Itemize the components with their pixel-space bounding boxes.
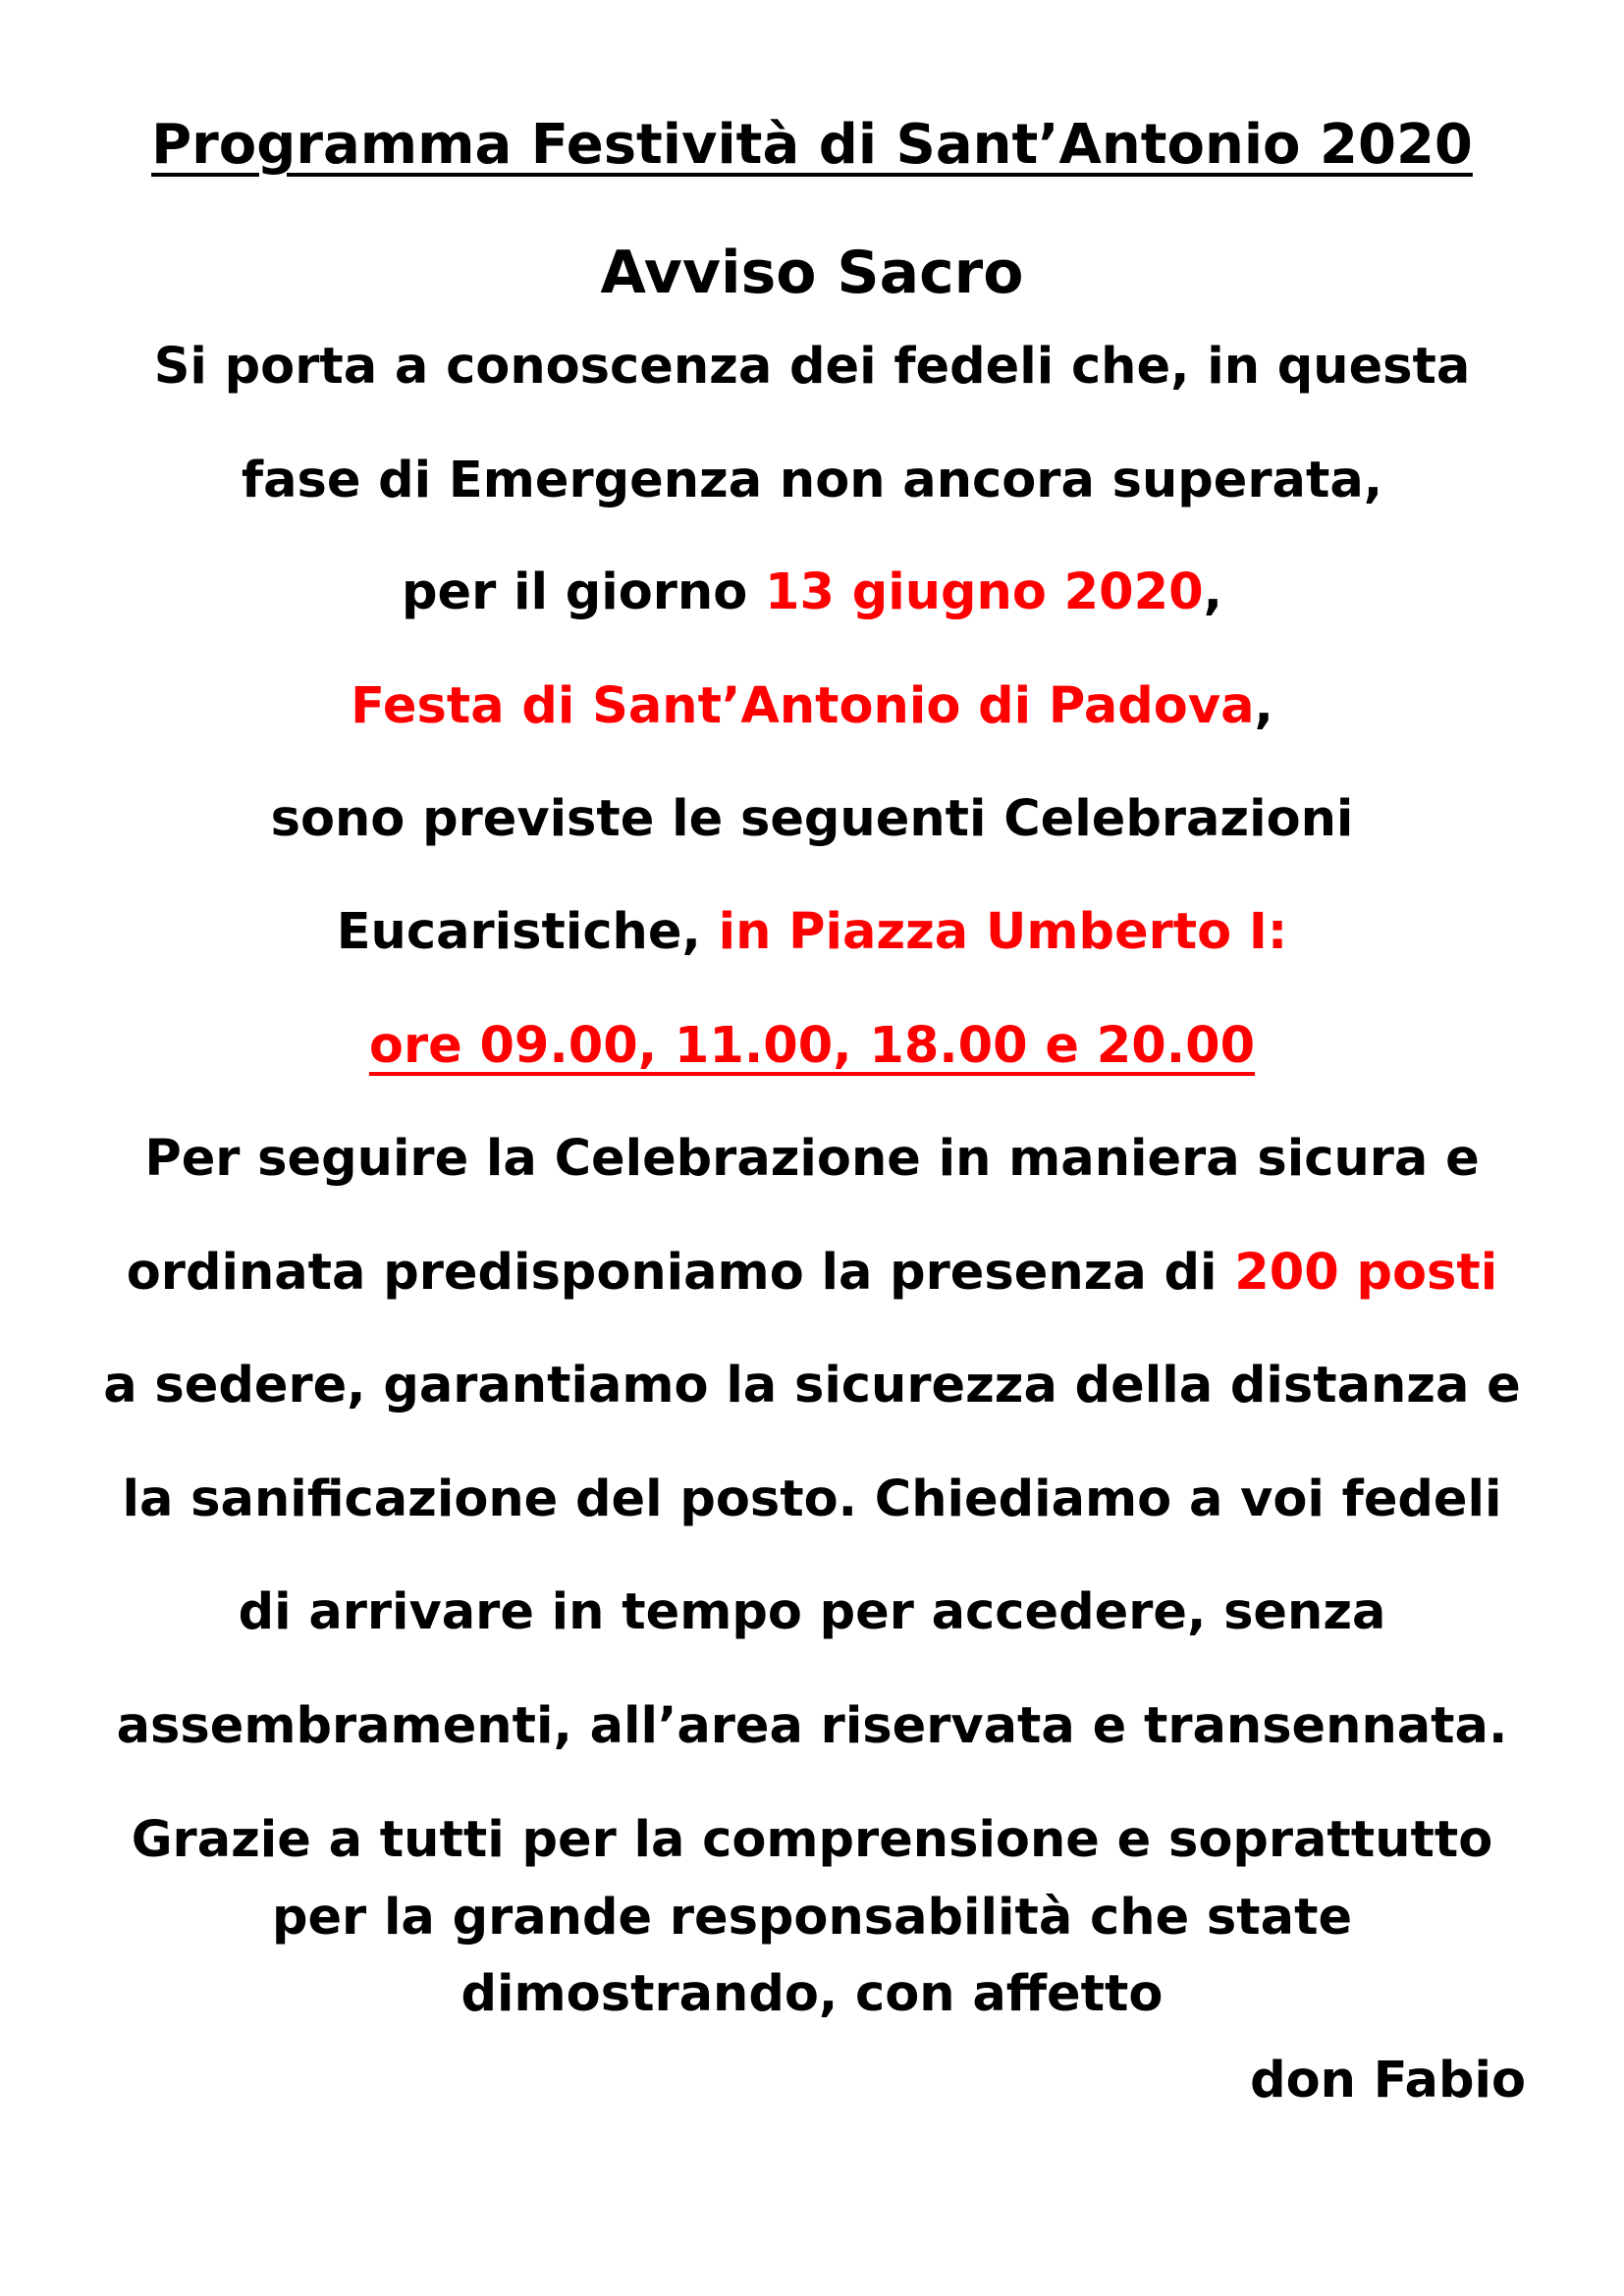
- closing-line-3: dimostrando, con affetto: [460, 1965, 1164, 2023]
- body-line-6: [98, 901, 1526, 964]
- celebration-place: in Piazza Umberto I:: [718, 903, 1288, 961]
- celebrations-prefix: Eucaristiche,: [336, 903, 719, 961]
- body-line-8: Per seguire la Celebrazione in maniera sicura e: [144, 1130, 1480, 1188]
- notice-title-text: Programma Festività di Sant’Antonio 2020: [151, 113, 1473, 177]
- signature: don Fabio: [1250, 2052, 1526, 2109]
- body-line-12: di arrivare in tempo per accedere, senza: [238, 1583, 1386, 1641]
- body-line-13: assembramenti, all’area riservata e transennata.: [116, 1697, 1508, 1755]
- closing-line-2: per la grande responsabilità che state: [271, 1889, 1353, 1947]
- body-line-11: la sanificazione del posto. Chiediamo a voi fedeli: [122, 1470, 1502, 1528]
- body-line-3: [98, 561, 1526, 624]
- closing-line-1: Grazie a tutti per la comprensione e soprattutto: [131, 1811, 1493, 1869]
- body-line-7: [98, 1015, 1526, 1078]
- date-suffix: ,: [1203, 563, 1222, 621]
- notice-title: [98, 110, 1526, 181]
- body-line-9: [98, 1242, 1526, 1305]
- body-line-2: fase di Emergenza non ancora superata,: [241, 452, 1383, 509]
- celebration-times: ore 09.00, 11.00, 18.00 e 20.00: [368, 1017, 1256, 1075]
- body-line-4: [98, 675, 1526, 738]
- feast-name: Festa di Sant’Antonio di Padova: [351, 677, 1255, 735]
- seats-prefix: ordinata predisponiamo la presenza di: [126, 1244, 1235, 1302]
- body-line-5: sono previste le seguenti Celebrazioni: [270, 790, 1354, 848]
- body-line-1: Si porta a conoscenza dei fedeli che, in questa: [153, 338, 1471, 396]
- notice-subtitle: Avviso Sacro: [600, 239, 1024, 307]
- feast-suffix: ,: [1254, 677, 1273, 735]
- seats-count: 200 posti: [1234, 1244, 1498, 1302]
- body-line-10: a sedere, garantiamo la sicurezza della distanza e: [103, 1357, 1521, 1415]
- date-prefix: per il giorno: [402, 563, 766, 621]
- feast-date: 13 giugno 2020: [765, 563, 1204, 621]
